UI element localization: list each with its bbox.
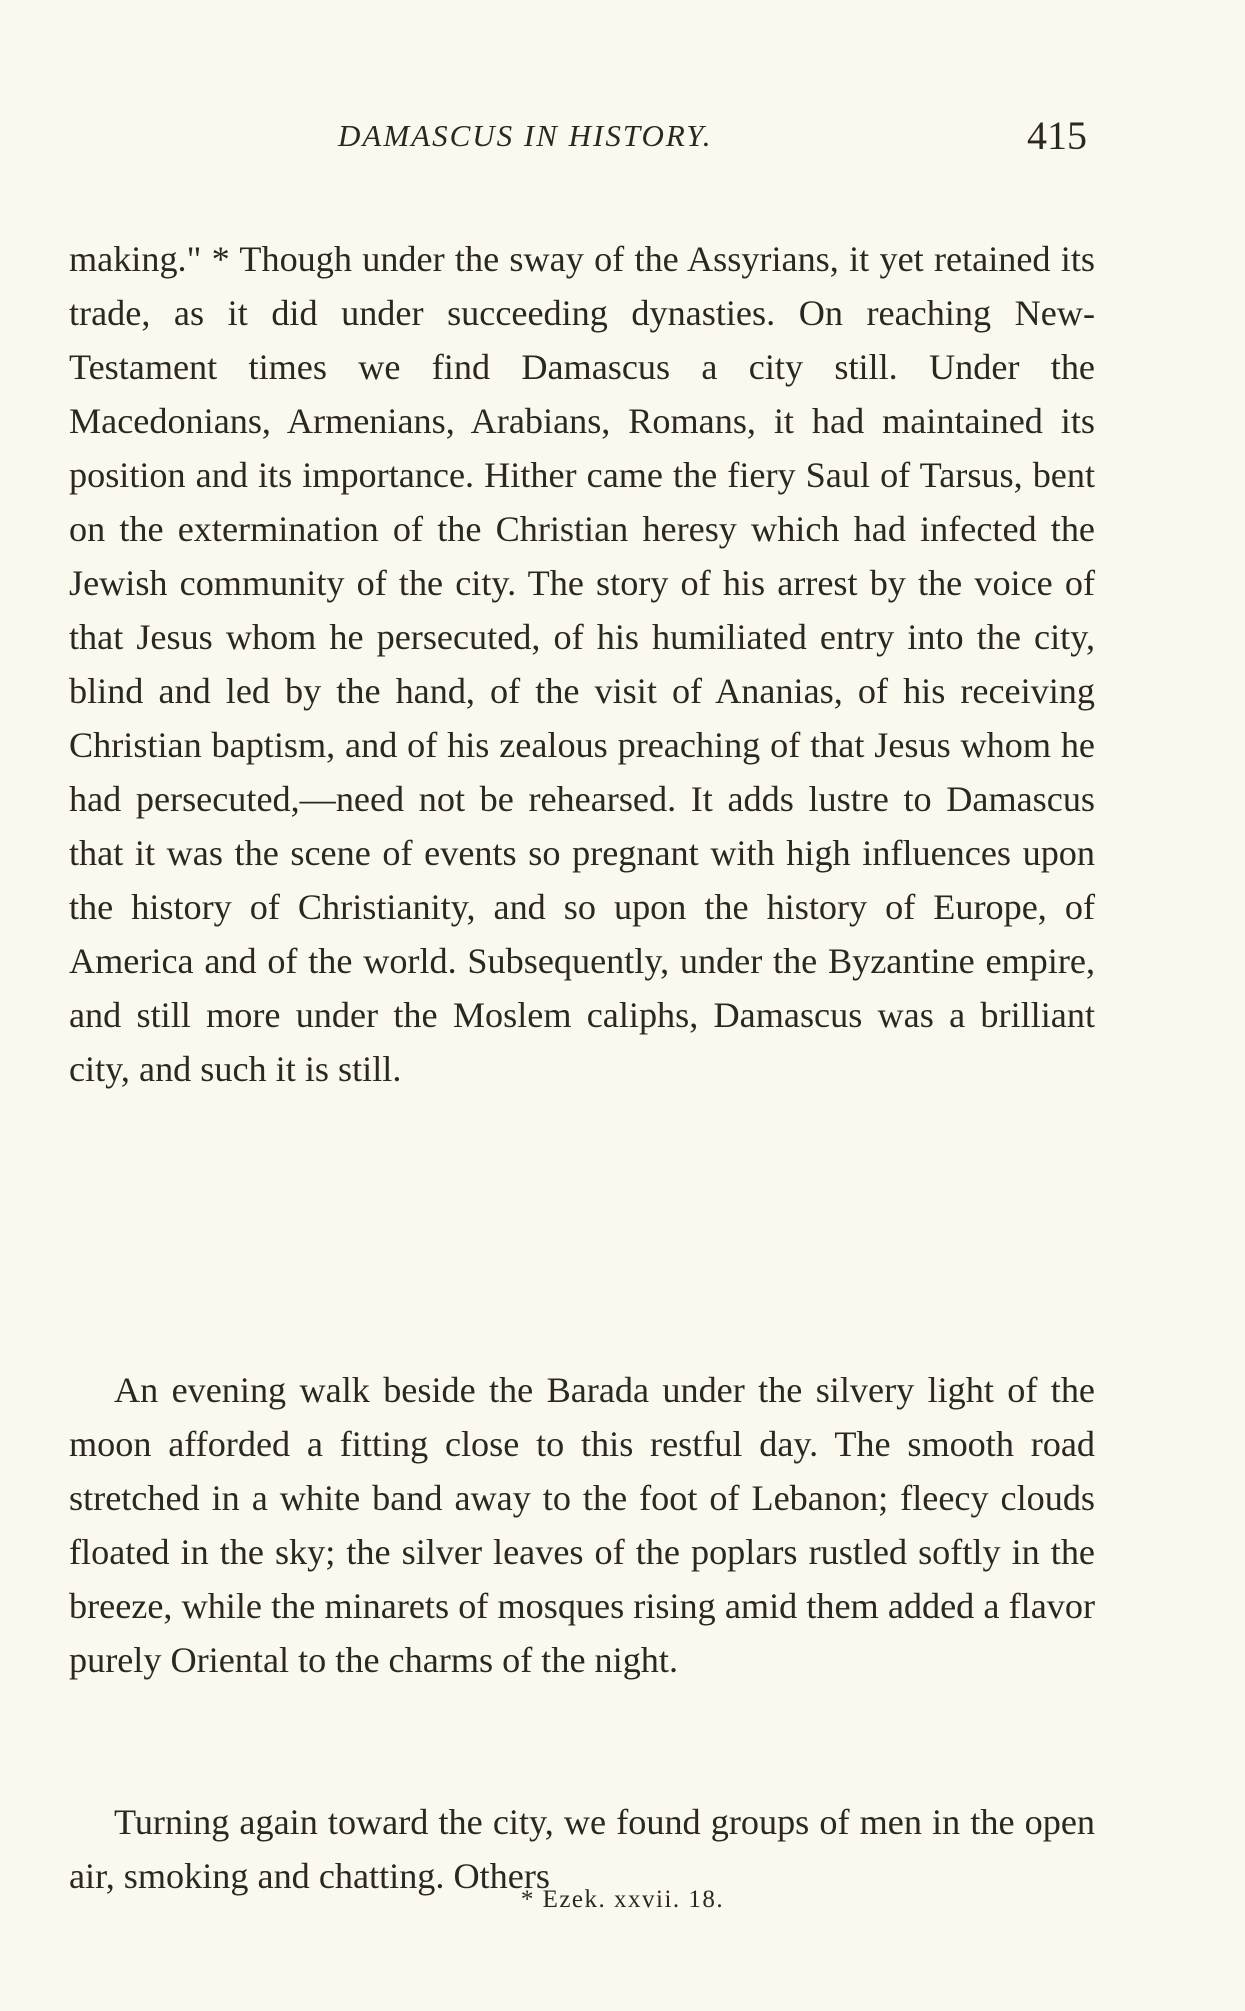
page-number: 415 — [1027, 113, 1087, 158]
footnote: * Ezek. xxvii. 18. — [520, 1886, 725, 1913]
paragraph-2: An evening walk beside the Barada under the silvery light of the moon afforded a fitting close to this restful day. The smooth road stretched in a white band away to the foot of Lebanon; fleecy clouds floated in the sky; the silver leaves of the poplars rustled softly in the breeze, while the minarets of mosques rising amid them added a flavor purely Oriental to the charms of the night. — [69, 1370, 1095, 1681]
paragraph-1: making." * Though under the sway of the Assyrians, it yet retained its trade, as it did under succeeding dynasties. On reaching New-Testament times we find Damascus a city still. Under the Macedonians, Armenians, Arabians, Romans, it had maintained its position and its importance. Hither came the fiery Saul of Tarsus, bent on the extermination of the Christian heresy which had infected the Jewish community of the city. The story of his arrest by the voice of that Jesus whom he persecuted, of his humiliated entry into the city, blind and led by the hand, of the visit of Ananias, of his receiving Christian baptism, and of his zealous preaching of that Jesus whom he had persecuted,—need not be rehearsed. It adds lustre to Damascus that it was the scene of events so pregnant with high influences upon the history of Christianity, and so upon the history of Europe, of America and of the world. Subsequently, under the Byzantine empire, and still more under the Moslem caliphs, Damascus was a brilliant city, and such it is still. — [69, 239, 1095, 1090]
running-head — [0, 112, 1245, 172]
paragraph-3: Turning again toward the city, we found groups of men in the open air, smoking and chatting. Others — [69, 1802, 1095, 1897]
running-title: DAMASCUS IN HISTORY. — [338, 118, 713, 153]
